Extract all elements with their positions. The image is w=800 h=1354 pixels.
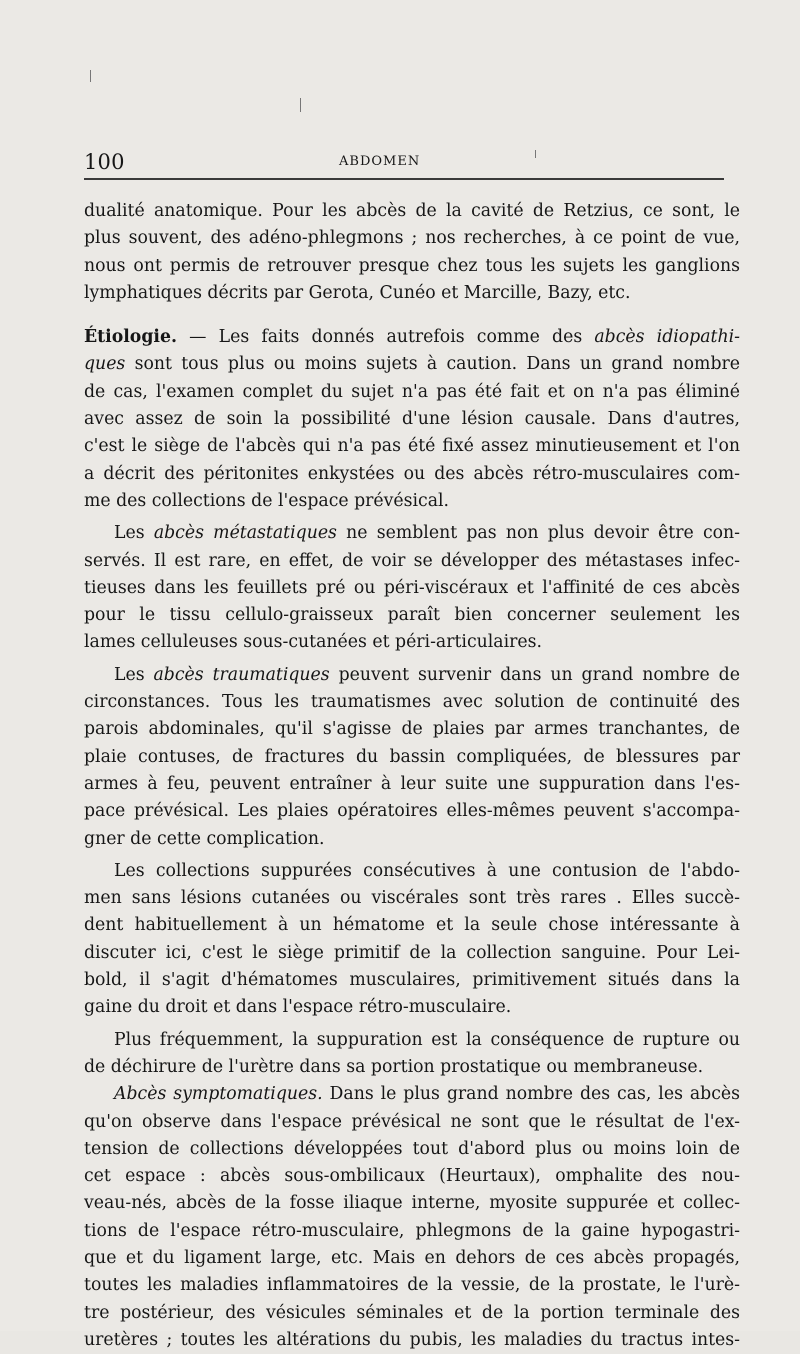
text-line: lames celluleuses sous-cutanées et péri-articulaires.	[84, 632, 542, 653]
text-line: Les abcès traumatiques peuvent survenir dans un grand nombre de	[114, 664, 740, 685]
text-line: gner de cette complication.	[84, 828, 325, 849]
text-line: tions de l'espace rétro-musculaire, phlegmons de la gaine hypogastri-	[84, 1220, 740, 1241]
text-line: pour le tissu cellulo-graisseux paraît bien concerner seulement les	[84, 605, 740, 626]
text-line: dent habituellement à un hématome et la seule chose intéressante à	[84, 915, 740, 936]
text-line: pace prévésical. Les plaies opératoires elles-mêmes peuvent s'accompa-	[84, 801, 740, 822]
text-line: parois abdominales, qu'il s'agisse de plaies par armes tranchantes, de	[84, 719, 740, 740]
text-line: discuter ici, c'est le siège primitif de la collection sanguine. Pour Lei-	[84, 942, 740, 963]
text-line: lymphatiques décrits par Gerota, Cunéo et Marcille, Bazy, etc.	[84, 282, 631, 303]
text-line: tieuses dans les feuillets pré ou péri-viscéraux et l'affinité de ces abcès	[84, 577, 740, 598]
text-line: servés. Il est rare, en effet, de voir se développer des métastases infec-	[84, 550, 740, 571]
text-line: plaie contuses, de fractures du bassin compliquées, de blessures par	[84, 746, 740, 767]
section-heading-etiologie: Étiologie.	[84, 327, 177, 348]
text-line: toutes les maladies inflammatoires de la vessie, de la prostate, le l'urè-	[84, 1275, 740, 1296]
text-line: bold, il s'agit d'hématomes musculaires, primitivement situés dans la	[84, 970, 740, 991]
page-number: 100	[84, 150, 125, 174]
text-line: Abcès symptomatiques. Dans le plus grand nombre des cas, les abcès	[114, 1084, 740, 1105]
text-line: de cas, l'examen complet du sujet n'a pas été fait et on n'a pas éliminé	[84, 381, 740, 402]
text-line: men sans lésions cutanées ou viscérales sont très rares . Elles succè-	[84, 888, 740, 909]
text-line: ques sont tous plus ou moins sujets à caution. Dans un grand nombre	[84, 354, 740, 375]
header-rule	[84, 178, 724, 180]
running-head: ABDOMEN	[339, 154, 421, 169]
text-line: nous ont permis de retrouver presque chez tous les sujets les ganglions	[84, 255, 740, 276]
text-line: tension de collections développées tout d'abord plus ou moins loin de	[84, 1138, 740, 1159]
text-line: avec assez de soin la possibilité d'une lésion causale. Dans d'autres,	[84, 409, 740, 430]
text-line: circonstances. Tous les traumatismes avec solution de continuité des	[84, 692, 740, 713]
text-line: c'est le siège de l'abcès qui n'a pas été fixé assez minutieusement et l'on	[84, 436, 740, 457]
text-line: qu'on observe dans l'espace prévésical ne sont que le résultat de l'ex-	[84, 1111, 740, 1132]
text-line: veau-nés, abcès de la fosse iliaque interne, myosite suppurée et collec-	[84, 1193, 740, 1214]
page-header	[84, 150, 724, 180]
text-line: me des collections de l'espace prévésical.	[84, 490, 450, 511]
text-line: cet espace : abcès sous-ombilicaux (Heurtaux), omphalite des nou-	[84, 1166, 740, 1187]
body-text	[84, 198, 740, 1354]
text-line: tre postérieur, des vésicules séminales et de la portion terminale des	[84, 1302, 740, 1323]
text-line: gaine du droit et dans l'espace rétro-musculaire.	[84, 997, 512, 1018]
text-line: que et du ligament large, etc. Mais en dehors de ces abcès propagés,	[84, 1247, 740, 1268]
text-line: Plus fréquemment, la suppuration est la conséquence de rupture ou	[114, 1029, 740, 1050]
text-line: a décrit des péritonites enkystées ou des abcès rétro-musculaires com-	[84, 463, 740, 484]
text-line: armes à feu, peuvent entraîner à leur suite une suppuration dans l'es-	[84, 773, 740, 794]
text-line: Étiologie. — Les faits donnés autrefois comme des abcès idiopathi-	[84, 327, 740, 348]
text-line: dualité anatomique. Pour les abcès de la cavité de Retzius, ce sont, le	[84, 201, 740, 221]
text-line: plus souvent, des adéno-phlegmons ; nos recherches, à ce point de vue,	[84, 228, 740, 249]
text-line: Les abcès métastatiques ne semblent pas non plus devoir être con-	[114, 523, 740, 544]
text-line: uretères ; toutes les altérations du pubis, les maladies du tractus intes-	[84, 1329, 740, 1350]
text-line: Les collections suppurées consécutives à une contusion de l'abdo-	[114, 860, 740, 881]
text-line: de déchirure de l'urètre dans sa portion prostatique ou membraneuse.	[84, 1056, 704, 1077]
